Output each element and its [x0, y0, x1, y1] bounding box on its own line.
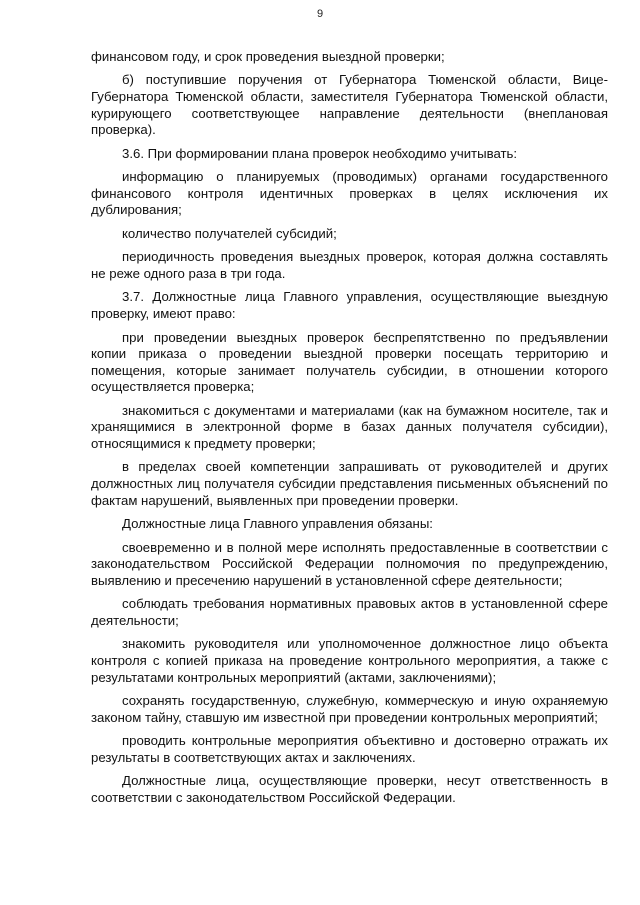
paragraph-duty-comply-requirements: соблюдать требования нормативных правовых актов в установленной сфере деятельности; — [91, 596, 608, 628]
paragraph-section-3-6: 3.6. При формировании плана проверок необходимо учитывать: — [122, 145, 518, 161]
paragraph-inspection-periodicity: периодичность проведения выездных проверок, которая должна составлять не реже одного раза в три года. — [91, 249, 608, 281]
paragraph-duty-keep-secrets: сохранять государственную, служебную, коммерческую и иную охраняемую законом тайну, ставшую им известной при проведении контрольных мероприятий; — [91, 693, 608, 725]
paragraph-duty-inform-head: знакомить руководителя или уполномоченное должностное лицо объекта контроля с копией приказа на проведение контрольного мероприятия, а также с результатами контрольных мероприятий (актами, заключениями); — [91, 636, 608, 685]
paragraph-duty-objective-results: проводить контрольные мероприятия объективно и достоверно отражать их результаты в соответствующих актах и заключениях. — [91, 733, 608, 765]
paragraph-right-documents: знакомиться с документами и материалами (как на бумажном носителе, так и хранящимися в электронной форме в базах данных получателя субсидии), относящимися к предмету проверки; — [91, 402, 608, 451]
document-body — [91, 49, 608, 813]
paragraph-planned-inspections: информацию о планируемых (проводимых) органами государственного финансового контроля идентичных проверках в целях исключения их дублирования; — [91, 169, 608, 218]
paragraph-subsidy-recipients-count: количество получателей субсидий; — [122, 225, 337, 241]
paragraph-right-explanations: в пределах своей компетенции запрашивать от руководителей и других должностных лиц получателя субсидии представления письменных объяснений по фактам нарушений, выявленных при проведении проверки. — [91, 459, 608, 508]
paragraph-continuation: финансовом году, и срок проведения выездной проверки; — [91, 49, 445, 64]
paragraph-section-3-7: 3.7. Должностные лица Главного управления, осуществляющие выездную проверку, имеют право: — [91, 289, 608, 322]
paragraph-item-b: б) поступившие поручения от Губернатора Тюменской области, Вице-Губернатора Тюменской области, заместителя Губернатора Тюменской области, курирующего соответствующее направление деятельности (внеплановая проверка). — [91, 72, 608, 138]
paragraph-duties-heading: Должностные лица Главного управления обязаны: — [122, 516, 433, 532]
paragraph-responsibility: Должностные лица, осуществляющие проверки, несут ответственность в соответствии с законодательством Российской Федерации. — [91, 773, 608, 805]
paragraph-right-access: при проведении выездных проверок беспрепятственно по предъявлении копии приказа о проведении выездной проверки посещать территорию и помещения, которые занимает получатель субсидии, в отношении которого осуществляется проверка; — [91, 329, 608, 395]
paragraph-duty-exercise-powers: своевременно и в полной мере исполнять предоставленные в соответствии с законодательством Российской Федерации полномочия по предупреждению, выявлению и пресечению нарушений в установленной сфере деятельности; — [91, 539, 608, 588]
page-number: 9 — [316, 8, 324, 20]
